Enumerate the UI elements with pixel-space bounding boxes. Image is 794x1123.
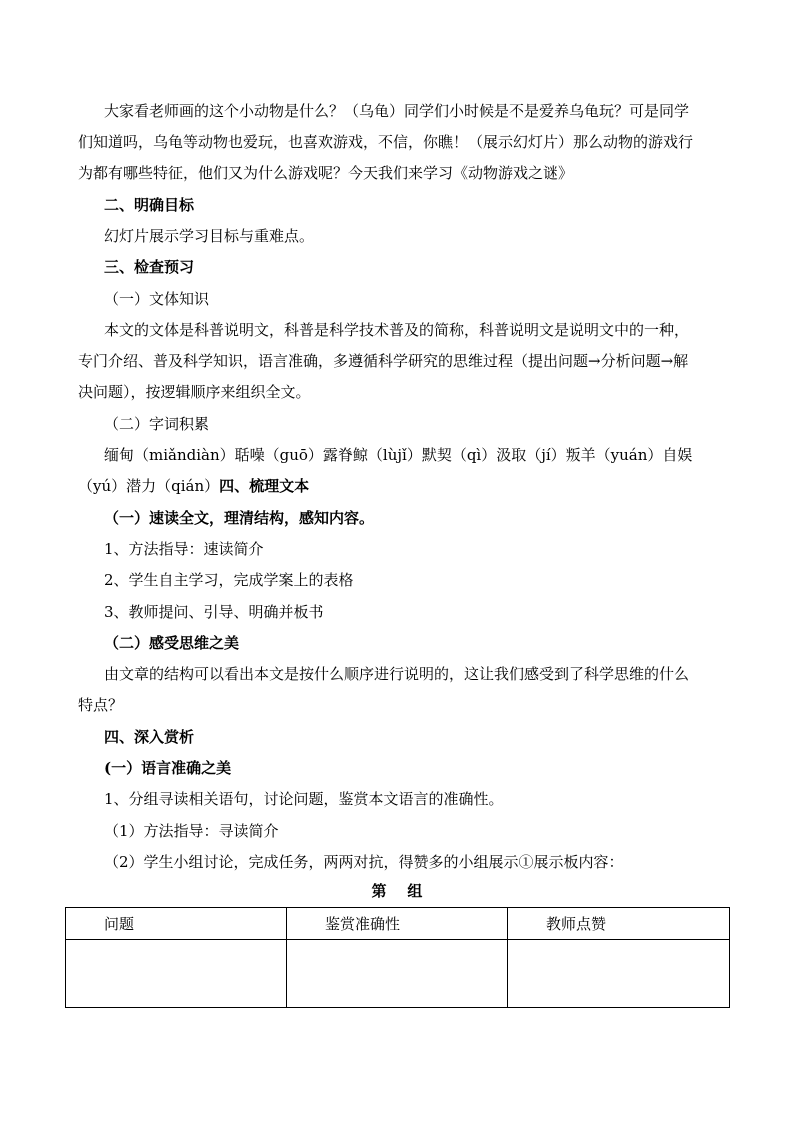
- table-cell-question[interactable]: [66, 940, 287, 1008]
- table-header-accuracy: 鉴赏准确性: [287, 908, 508, 940]
- language-step-2: （2）学生小组讨论，完成任务，两两对抗，得赞多的小组展示①展示板内容：: [104, 853, 624, 871]
- skim-item-3: 3、教师提问、引导、明确并板书: [104, 603, 324, 621]
- language-item-1: 1、分组寻读相关语句，讨论问题，鉴赏本文语言的准确性。: [104, 790, 504, 808]
- intro-line-3: 为都有哪些特征，他们又为什么游戏呢？今天我们来学习《动物游戏之谜》: [78, 164, 574, 182]
- section-heading-preview: 三、检查预习: [104, 258, 195, 276]
- thinking-line-1: 由文章的结构可以看出本文是按什么顺序进行说明的，这让我们感受到了科学思维的什么: [104, 665, 690, 683]
- table-row: [66, 940, 730, 1008]
- subheading-thinking: （二）感受思维之美: [104, 634, 240, 652]
- table-header-question: 问题: [66, 908, 287, 940]
- subheading-genre: （一）文体知识: [104, 290, 210, 308]
- intro-line-1: 大家看老师画的这个小动物是什么？（乌龟）同学们小时候是不是爱养乌龟玩？可是同学: [104, 102, 690, 120]
- table-cell-teacher-praise[interactable]: [508, 940, 730, 1008]
- skim-item-1: 1、方法指导：速读简介: [104, 540, 264, 558]
- genre-line-1: 本文的文体是科普说明文，科普是科学技术普及的简称，科普说明文是说明文中的一种，: [104, 321, 690, 339]
- section-heading-analysis: 四、深入赏析: [104, 728, 195, 746]
- subheading-language: (一）语言准确之美: [104, 759, 232, 777]
- section-heading-goals: 二、明确目标: [104, 196, 195, 214]
- subheading-skim: （一）速读全文，理清结构，感知内容。: [104, 509, 375, 527]
- subheading-vocab: （二）字词积累: [104, 415, 210, 433]
- vocab-line-1: 缅甸（miǎndiàn）聒噪（guō）露脊鲸（lùjǐ）默契（qì）汲取（jí）叛羊（yuán）自娱: [104, 446, 693, 464]
- genre-line-3: 决问题），按逻辑顺序来组织全文。: [78, 383, 311, 401]
- skim-item-2: 2、学生自主学习，完成学案上的表格: [104, 571, 354, 589]
- table-header-teacher-praise: 教师点赞: [508, 908, 730, 940]
- vocab-line-2-text: （yú）潜力（qián）: [78, 477, 220, 495]
- intro-line-2: 们知道吗，乌龟等动物也爱玩，也喜欢游戏，不信，你瞧！（展示幻灯片）那么动物的游戏行: [78, 133, 694, 151]
- genre-line-2: 专门介绍、普及科学知识，语言准确，多遵循科学研究的思维过程（提出问题→分析问题→解: [78, 352, 689, 370]
- section-heading-sort: 四、梳理文本: [219, 477, 310, 495]
- language-step-1: （1）方法指导：寻读简介: [104, 822, 279, 840]
- group-title: 第 组: [371, 882, 423, 900]
- group-table: [65, 907, 730, 1008]
- thinking-line-2: 特点？: [78, 696, 124, 714]
- section-goals-text: 幻灯片展示学习目标与重难点。: [104, 227, 315, 245]
- vocab-line-2: [78, 471, 309, 502]
- table-cell-accuracy[interactable]: [287, 940, 508, 1008]
- table-header-row: [66, 908, 730, 940]
